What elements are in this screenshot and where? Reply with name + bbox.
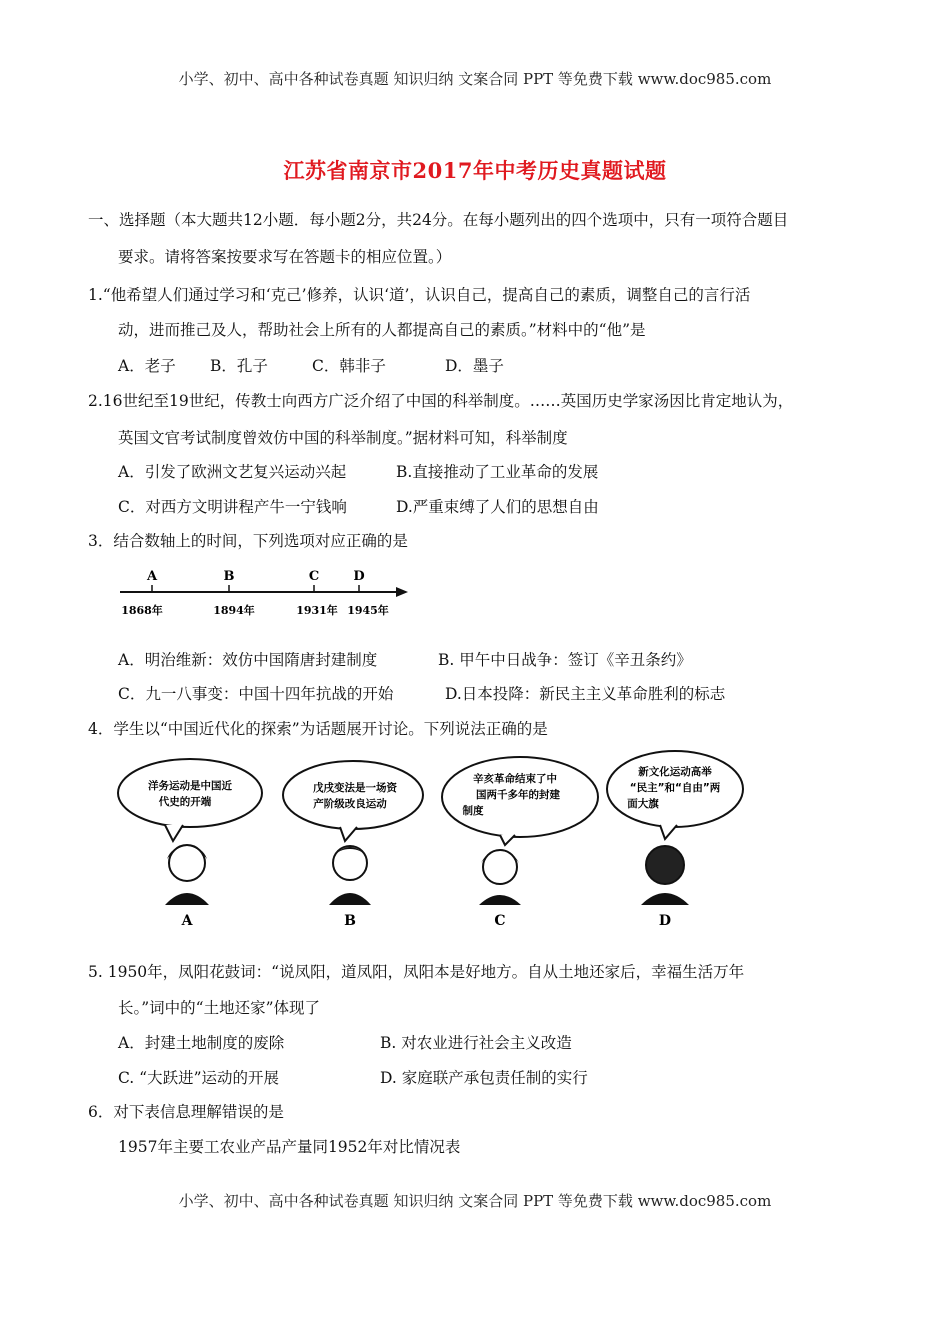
q3-option-d: D.日本投降：新民主主义革命胜利的标志 <box>445 685 726 703</box>
q5-stem-line1: 5. 1950年，凤阳花鼓词：“说凤阳，道凤阳，凤阳本是好地方。自从土地还家后，幸福生活万年 <box>88 963 745 981</box>
q6-table-caption: 1957年主要工农业产品产量同1952年对比情况表 <box>118 1138 461 1156</box>
timeline-letter-c: C <box>308 569 320 584</box>
timeline-letter-b: B <box>223 569 235 584</box>
timeline-letter-a: A <box>146 569 158 584</box>
q5-stem-line2: 长。”词中的“土地还家”体现了 <box>118 999 321 1017</box>
bubble-b-line1: 戊戌变法是一场资 <box>313 782 397 794</box>
timeline-letter-d: D <box>353 569 365 584</box>
student-d-face-icon <box>646 846 684 884</box>
q2-stem-line1: 2.16世纪至19世纪，传教士向西方广泛介绍了中国的科举制度。……英国历史学家汤因比肯定地认为， <box>88 392 794 410</box>
timeline-year-1: 1868年 <box>121 604 163 617</box>
q5-option-d: D. 家庭联产承包责任制的实行 <box>380 1069 588 1087</box>
bubble-c-line2: 国两千多年的封建 <box>476 789 560 801</box>
q2-option-c: C．对西方文明讲程产牛一宁钱响 <box>118 498 347 516</box>
bubble-a-line1: 洋务运动是中国近 <box>148 780 232 792</box>
q2-option-a: A．引发了欧洲文艺复兴运动兴起 <box>118 463 347 481</box>
bubble-b-line2: 产阶级改良运动 <box>313 798 387 810</box>
q3-option-c: C．九一八事变：中国十四年抗战的开始 <box>118 685 394 703</box>
section-instruction-line1: 一、选择题（本大题共12小题．每小题2分，共24分。在每小题列出的四个选项中，只有一项符合题目 <box>88 211 789 229</box>
q1-option-c: C．韩非子 <box>312 357 386 375</box>
student-c-panel <box>442 757 598 929</box>
q2-option-d: D.严重束缚了人们的思想自由 <box>396 498 599 516</box>
student-b-label: B <box>344 913 356 929</box>
timeline-year-3: 1931年 <box>296 604 338 617</box>
student-b-panel <box>283 761 423 929</box>
bubble-a-line2: 代史的开端 <box>158 796 212 808</box>
page-title: 江苏省南京市2017年中考历史真题试题 <box>283 158 667 183</box>
q3-option-b: B. 甲午中日战争：签订《辛丑条约》 <box>438 651 692 669</box>
q2-option-b: B.直接推动了工业革命的发展 <box>396 463 599 481</box>
student-c-face-icon <box>483 850 517 884</box>
q4-stem: 4．学生以“中国近代化的探索”为话题展开讨论。下列说法正确的是 <box>88 720 548 738</box>
q1-stem-line1: 1.“他希望人们通过学习和‘克己’修养，认识‘道’，认识自己，提高自己的素质，调整自己的言行活 <box>88 286 751 304</box>
page-header: 小学、初中、高中各种试卷真题 知识归纳 文案合同 PPT 等免费下载 www.doc985.com <box>178 70 772 88</box>
timeline-axis <box>112 560 422 622</box>
q1-stem-line2: 动，进而推己及人，帮助社会上所有的人都提高自己的素质。”材料中的“他”是 <box>118 321 646 339</box>
section-instruction-line2: 要求。请将答案按要求写在答题卡的相应位置。） <box>118 248 452 266</box>
bubble-d-line2: “民主”和“自由”两 <box>629 782 721 794</box>
q3-option-a: A．明治维新：效仿中国隋唐封建制度 <box>118 651 378 669</box>
timeline-year-2: 1894年 <box>213 604 255 617</box>
q5-option-b: B. 对农业进行社会主义改造 <box>380 1034 572 1052</box>
bubble-c-line1: 辛亥革命结束了中 <box>473 773 557 785</box>
bubble-d-line3: 面大旗 <box>627 798 659 810</box>
q6-stem: 6．对下表信息理解错误的是 <box>88 1103 284 1121</box>
student-b-face-icon <box>333 846 367 880</box>
bubble-c-line3: 制度 <box>462 805 484 817</box>
student-d-panel <box>607 751 743 929</box>
student-a-panel <box>118 759 262 929</box>
timeline-year-4: 1945年 <box>347 604 389 617</box>
q2-stem-line2: 英国文官考试制度曾效仿中国的科举制度。”据材料可知，科举制度 <box>118 429 568 447</box>
q1-option-a: A．老子 <box>118 357 176 375</box>
q3-stem: 3．结合数轴上的时间，下列选项对应正确的是 <box>88 532 408 550</box>
bubble-d-line1: 新文化运动高举 <box>638 766 712 778</box>
student-c-label: C <box>494 913 506 929</box>
student-d-label: D <box>658 913 672 929</box>
page-footer: 小学、初中、高中各种试卷真题 知识归纳 文案合同 PPT 等免费下载 www.doc985.com <box>178 1192 772 1210</box>
student-a-label: A <box>181 913 193 929</box>
q5-option-c: C. “大跃进”运动的开展 <box>118 1069 280 1087</box>
discussion-illustration <box>105 745 745 935</box>
q1-option-d: D．墨子 <box>445 357 504 375</box>
q1-option-b: B．孔子 <box>210 357 268 375</box>
q5-option-a: A．封建土地制度的废除 <box>118 1034 285 1052</box>
